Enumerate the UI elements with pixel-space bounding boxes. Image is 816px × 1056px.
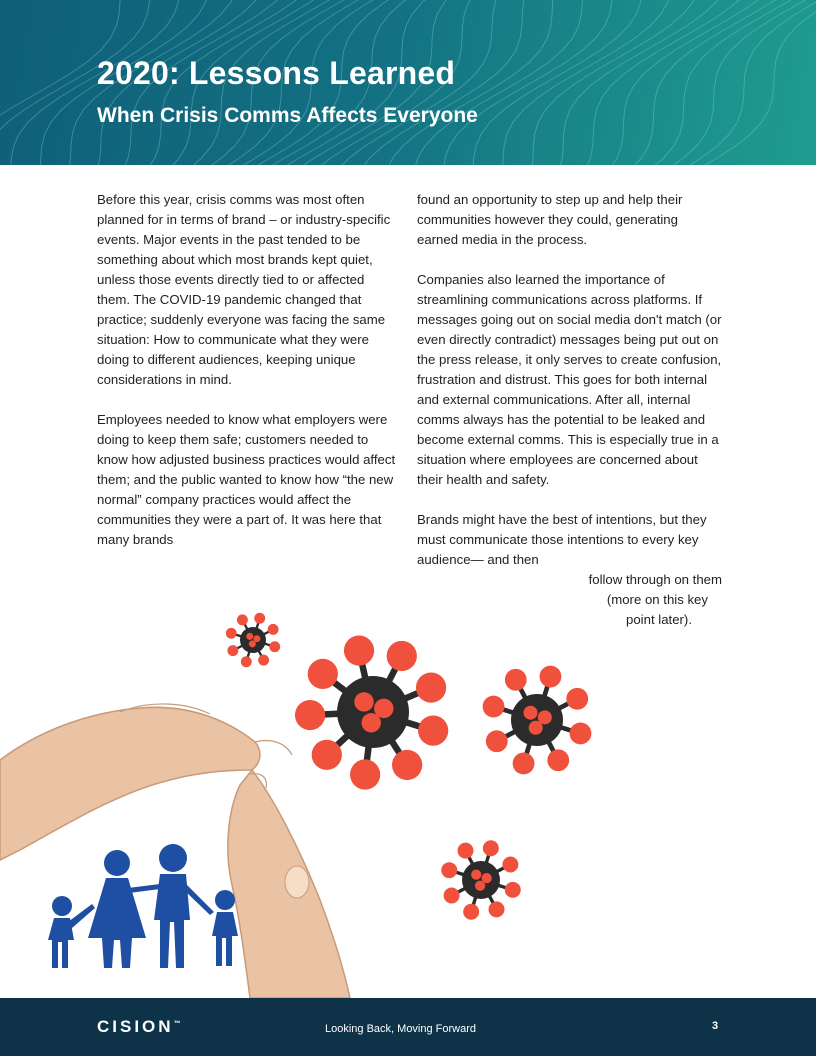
crisis-illustration [0, 600, 816, 998]
left-column [97, 190, 399, 570]
footer-bar [0, 998, 816, 1056]
paragraph-tail-line: point later). [626, 612, 692, 627]
paragraph: Brands might have the best of intentions, but they must communicate those intentions to every key audience— and then [417, 512, 707, 567]
header-banner [0, 0, 816, 165]
cision-logo: CISION™ [97, 1017, 181, 1036]
paragraph-tail-line: (more on this key [606, 592, 708, 607]
right-column [417, 190, 722, 630]
page-title: 2020: Lessons Learned [97, 55, 456, 91]
footer-tagline: Looking Back, Moving Forward [325, 1023, 477, 1035]
paragraph: Companies also learned the importance of streamlining communications across platforms. If messages going out on social media don't match (or even directly contradict) messages being put out on the press release, it only serves to create confusion, frustration and distrust. This goes for both internal and external communications. After all, internal comms always has the potential to be leaked and become external comms. This is especially true in a situation where employees are concerned about their health and safety. [417, 272, 722, 487]
paper-family-icon [48, 844, 238, 968]
virus-icon [483, 666, 592, 775]
virus-icon [295, 635, 448, 789]
virus-icon [226, 613, 280, 667]
paragraph-tail-line: follow through on them [588, 572, 722, 587]
page-subtitle: When Crisis Comms Affects Everyone [97, 104, 478, 127]
paragraph: Employees needed to know what employers were doing to keep them safe; customers needed to know how adjusted business practices would affect them; and the public wanted to know how “the new normal” company practices would affect the communities they were a part of. It was here that many brands [97, 412, 396, 547]
virus-icon [441, 840, 520, 919]
paragraph: found an opportunity to step up and help their communities however they could, generating earned media in the process. [417, 192, 683, 247]
page-number: 3 [712, 1020, 719, 1032]
paragraph: Before this year, crisis comms was most often planned for in terms of brand – or industry-specific events. Major events in the past tended to be something about which most brands kept quiet, unless those events directly tied to or affected them. The COVID-19 pandemic changed that practice; suddenly everyone was facing the same situation: How to communicate what they were doing to different audiences, keeping unique considerations in mind. [97, 192, 391, 387]
